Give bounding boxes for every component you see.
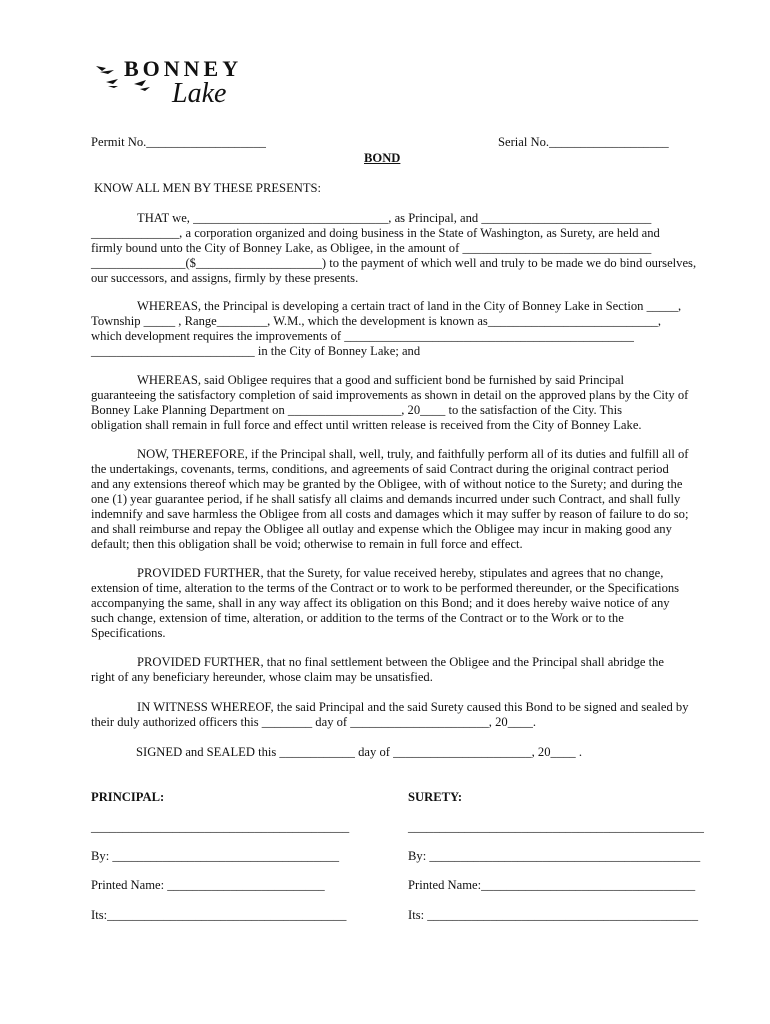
paragraph-whereas-development [91,299,681,359]
paragraph-line: the undertakings, covenants, terms, conditions, and agreements of said Contract during the original contract period [91,462,669,476]
serial-number: Serial No.___________________ [498,135,669,149]
bonney-lake-logo [94,52,294,108]
paragraph-line: Township _____ , Range________, W.M., which the development is known as___________________________, [91,314,662,328]
paragraph-line: PROVIDED FURTHER, that no final settlement between the Obligee and the Principal shall abridge the [137,655,665,669]
surety-printed-name: Printed Name:__________________________________ [408,878,696,892]
paragraph-in-witness [91,700,689,730]
paragraph-line: guaranteeing the satisfactory completion of said improvements as shown in detail on the approved plans by the City of [91,388,689,402]
paragraph-provided-further-2 [91,655,681,685]
paragraph-line: NOW, THEREFORE, if the Principal shall, well, truly, and faithfully perform all of its duties and fulfill all of [137,447,689,461]
paragraph-line: _______________($____________________) to the payment of which well and truly to be made we do bind ourselves, [91,256,697,270]
signed-and-sealed: SIGNED and SEALED this ____________ day of ______________________, 20____ . [136,745,583,759]
paragraph-line: THAT we, _______________________________, as Principal, and ___________________________ [137,211,652,225]
paragraph-line: our successors, and assigns, firmly by these presents. [91,271,359,285]
paragraph-line: their duly authorized officers this ________ day of ______________________, 20____. [91,715,537,729]
logo-line1: BONNEY [124,56,243,81]
document-title: BOND [364,151,401,165]
principal-by: By: ____________________________________ [91,849,340,863]
know-all-men: KNOW ALL MEN BY THESE PRESENTS: [94,181,322,195]
paragraph-now-therefore [91,447,689,552]
paragraph-parties [91,211,697,286]
paragraph-line: one (1) year guarantee period, if he shall satisfy all claims and demands incurred under such Contract, and shall fully [91,492,681,506]
paragraph-line: firmly bound unto the City of Bonney Lake, as Obligee, in the amount of ______________________________ [91,241,652,255]
paragraph-line: extension of time, alteration to the terms of the Contract or to work to be performed thereunder, or the Specifications [91,581,680,595]
surety-heading: SURETY: [408,790,463,804]
paragraph-provided-further-1 [91,566,681,641]
surety-signature-line: _______________________________________________ [408,820,704,834]
paragraph-line: __________________________ in the City of Bonney Lake; and [91,344,421,358]
principal-its: Its:______________________________________ [91,908,347,922]
principal-heading: PRINCIPAL: [91,790,165,804]
permit-number: Permit No.___________________ [91,135,266,149]
paragraph-whereas-obligee [91,373,689,433]
logo-line2: Lake [172,78,227,108]
paragraph-line: WHEREAS, said Obligee requires that a good and sufficient bond be furnished by said Principal [137,373,624,387]
paragraph-line: and shall reimburse and repay the Obligee all outlay and expense which the Obligee may incur in making good any [91,522,672,536]
paragraph-line: obligation shall remain in full force and effect until written release is received from the City of Bonney Lake. [91,418,642,432]
surety-its: Its: ___________________________________________ [408,908,699,922]
paragraph-line: Bonney Lake Planning Department on __________________, 20____ to the satisfaction of the City. This [91,403,622,417]
principal-signature-line: _________________________________________ [91,820,350,834]
paragraph-line: IN WITNESS WHEREOF, the said Principal and the said Surety caused this Bond to be signed and sealed by [137,700,689,714]
paragraph-line: Specifications. [91,626,166,640]
paragraph-line: which development requires the improvements of ______________________________________________ [91,329,634,343]
paragraph-line: such change, extension of time, alteration, or addition to the terms of the Contract or to the Work or to the [91,611,624,625]
paragraph-line: indemnify and save harmless the Obligee from all costs and damages which it may suffer by reason of failure to do so; [91,507,689,521]
paragraph-line: default; then this obligation shall be void; otherwise to remain in full force and effect. [91,537,523,551]
paragraph-line: and any extensions thereof which may be granted by the Obligee, with of without notice to the Surety; and during the [91,477,683,491]
paragraph-line: ______________, a corporation organized and doing business in the State of Washington, as Surety, are held and [91,226,660,240]
principal-printed-name: Printed Name: _________________________ [91,878,325,892]
paragraph-line: accompanying the same, shall in any way affect its obligation on this Bond; and it does hereby waive notice of any [91,596,670,610]
surety-by: By: ___________________________________________ [408,849,701,863]
paragraph-line: PROVIDED FURTHER, that the Surety, for value received hereby, stipulates and agrees that no change, [137,566,664,580]
paragraph-line: WHEREAS, the Principal is developing a certain tract of land in the City of Bonney Lake in Section _____, [137,299,682,313]
paragraph-line: right of any beneficiary hereunder, whose claim may be unsatisfied. [91,670,433,684]
